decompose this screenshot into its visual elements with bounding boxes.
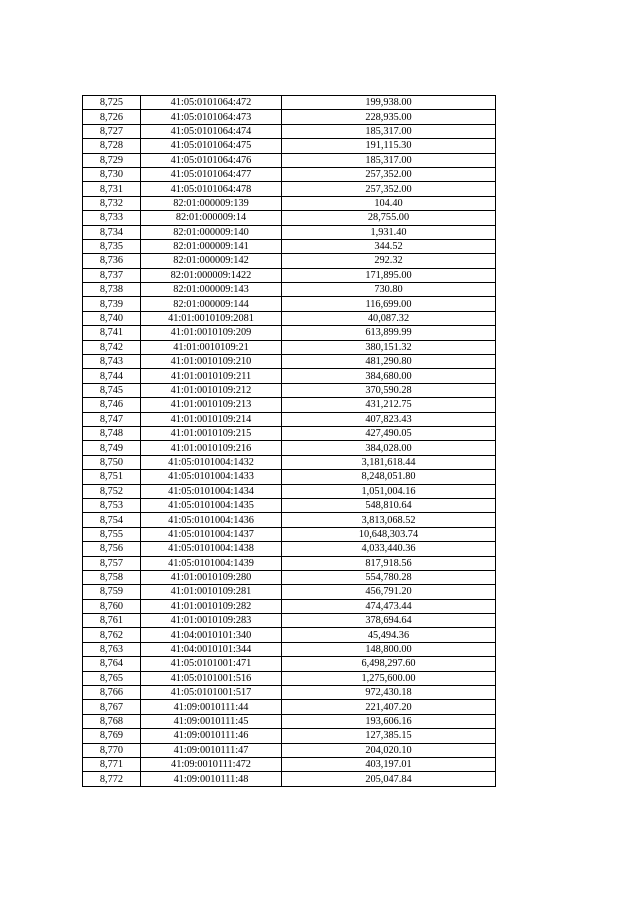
row-number-cell: 8,741	[83, 326, 141, 340]
row-number-cell: 8,740	[83, 311, 141, 325]
row-number-cell: 8,755	[83, 527, 141, 541]
row-number-cell: 8,761	[83, 614, 141, 628]
row-number-cell: 8,769	[83, 729, 141, 743]
amount-cell: 427,490.05	[282, 426, 496, 440]
cadastral-number-cell: 82:01:000009:140	[141, 225, 282, 239]
cadastral-number-cell: 41:05:0101001:517	[141, 686, 282, 700]
row-number-cell: 8,734	[83, 225, 141, 239]
amount-cell: 3,181,618.44	[282, 455, 496, 469]
table-row	[83, 570, 496, 584]
row-number-cell: 8,772	[83, 772, 141, 786]
cadastral-number-cell: 41:05:0101004:1432	[141, 455, 282, 469]
row-number-cell: 8,753	[83, 498, 141, 512]
row-number-cell: 8,757	[83, 556, 141, 570]
cadastral-number-cell: 41:01:0010109:210	[141, 355, 282, 369]
cadastral-number-cell: 41:09:0010111:472	[141, 757, 282, 771]
amount-cell: 344.52	[282, 239, 496, 253]
table-row	[83, 484, 496, 498]
cadastral-number-cell: 41:05:0101004:1436	[141, 513, 282, 527]
amount-cell: 456,791.20	[282, 585, 496, 599]
amount-cell: 407,823.43	[282, 412, 496, 426]
cadastral-number-cell: 41:01:0010109:216	[141, 441, 282, 455]
amount-cell: 185,317.00	[282, 124, 496, 138]
row-number-cell: 8,727	[83, 124, 141, 138]
row-number-cell: 8,745	[83, 383, 141, 397]
amount-cell: 104.40	[282, 196, 496, 210]
amount-cell: 431,212.75	[282, 398, 496, 412]
table-row	[83, 211, 496, 225]
amount-cell: 403,197.01	[282, 757, 496, 771]
table-row	[83, 225, 496, 239]
row-number-cell: 8,764	[83, 657, 141, 671]
cadastral-number-cell: 41:09:0010111:44	[141, 700, 282, 714]
cadastral-number-cell: 41:05:0101064:478	[141, 182, 282, 196]
row-number-cell: 8,763	[83, 642, 141, 656]
cadastral-number-cell: 41:01:0010109:21	[141, 340, 282, 354]
cadastral-number-cell: 41:05:0101004:1437	[141, 527, 282, 541]
cadastral-number-cell: 41:01:0010109:214	[141, 412, 282, 426]
cadastral-number-cell: 82:01:000009:14	[141, 211, 282, 225]
amount-cell: 1,275,600.00	[282, 671, 496, 685]
table-row	[83, 268, 496, 282]
row-number-cell: 8,751	[83, 470, 141, 484]
cadastral-number-cell: 41:05:0101064:473	[141, 110, 282, 124]
amount-cell: 730.80	[282, 283, 496, 297]
table-row	[83, 455, 496, 469]
amount-cell: 4,033,440.36	[282, 542, 496, 556]
table-row	[83, 628, 496, 642]
row-number-cell: 8,748	[83, 426, 141, 440]
row-number-cell: 8,739	[83, 297, 141, 311]
amount-cell: 148,800.00	[282, 642, 496, 656]
amount-cell: 228,935.00	[282, 110, 496, 124]
amount-cell: 116,699.00	[282, 297, 496, 311]
amount-cell: 221,407.20	[282, 700, 496, 714]
row-number-cell: 8,736	[83, 254, 141, 268]
cadastral-number-cell: 41:05:0101064:474	[141, 124, 282, 138]
table-row	[83, 326, 496, 340]
amount-cell: 171,895.00	[282, 268, 496, 282]
row-number-cell: 8,732	[83, 196, 141, 210]
amount-cell: 370,590.28	[282, 383, 496, 397]
cadastral-number-cell: 41:05:0101004:1433	[141, 470, 282, 484]
cadastral-number-cell: 41:04:0010101:344	[141, 642, 282, 656]
amount-cell: 6,498,297.60	[282, 657, 496, 671]
table-row	[83, 657, 496, 671]
cadastral-number-cell: 41:01:0010109:281	[141, 585, 282, 599]
row-number-cell: 8,750	[83, 455, 141, 469]
row-number-cell: 8,749	[83, 441, 141, 455]
cadastral-number-cell: 41:01:0010109:2081	[141, 311, 282, 325]
row-number-cell: 8,729	[83, 153, 141, 167]
row-number-cell: 8,770	[83, 743, 141, 757]
cadastral-number-cell: 41:05:0101001:471	[141, 657, 282, 671]
row-number-cell: 8,760	[83, 599, 141, 613]
table-row	[83, 239, 496, 253]
cadastral-number-cell: 41:05:0101004:1434	[141, 484, 282, 498]
amount-cell: 257,352.00	[282, 182, 496, 196]
amount-cell: 554,780.28	[282, 570, 496, 584]
table-row	[83, 254, 496, 268]
table-row	[83, 153, 496, 167]
cadastral-number-cell: 41:01:0010109:215	[141, 426, 282, 440]
table-row	[83, 757, 496, 771]
row-number-cell: 8,744	[83, 369, 141, 383]
row-number-cell: 8,758	[83, 570, 141, 584]
row-number-cell: 8,762	[83, 628, 141, 642]
cadastral-number-cell: 41:01:0010109:282	[141, 599, 282, 613]
table-row	[83, 542, 496, 556]
amount-cell: 204,020.10	[282, 743, 496, 757]
cadastral-number-cell: 41:05:0101064:476	[141, 153, 282, 167]
row-number-cell: 8,733	[83, 211, 141, 225]
row-number-cell: 8,737	[83, 268, 141, 282]
table-body	[83, 96, 496, 787]
table-row	[83, 441, 496, 455]
row-number-cell: 8,746	[83, 398, 141, 412]
cadastral-number-cell: 41:05:0101064:477	[141, 167, 282, 181]
amount-cell: 380,151.32	[282, 340, 496, 354]
row-number-cell: 8,767	[83, 700, 141, 714]
amount-cell: 1,931.40	[282, 225, 496, 239]
table-row	[83, 772, 496, 786]
cadastral-number-cell: 82:01:000009:1422	[141, 268, 282, 282]
table-row	[83, 714, 496, 728]
row-number-cell: 8,752	[83, 484, 141, 498]
table-row	[83, 671, 496, 685]
amount-cell: 292.32	[282, 254, 496, 268]
amount-cell: 972,430.18	[282, 686, 496, 700]
table-row	[83, 311, 496, 325]
table-row	[83, 470, 496, 484]
row-number-cell: 8,730	[83, 167, 141, 181]
cadastral-number-cell: 41:05:0101064:472	[141, 96, 282, 110]
amount-cell: 191,115.30	[282, 139, 496, 153]
row-number-cell: 8,731	[83, 182, 141, 196]
table-row	[83, 513, 496, 527]
amount-cell: 481,290.80	[282, 355, 496, 369]
table-row	[83, 412, 496, 426]
amount-cell: 384,028.00	[282, 441, 496, 455]
amount-cell: 613,899.99	[282, 326, 496, 340]
cadastral-number-cell: 41:05:0101004:1435	[141, 498, 282, 512]
table-row	[83, 383, 496, 397]
table-row	[83, 585, 496, 599]
cadastral-number-cell: 82:01:000009:141	[141, 239, 282, 253]
cadastral-number-cell: 41:01:0010109:211	[141, 369, 282, 383]
cadastral-number-cell: 41:05:0101004:1439	[141, 556, 282, 570]
amount-cell: 257,352.00	[282, 167, 496, 181]
amount-cell: 378,694.64	[282, 614, 496, 628]
table-row	[83, 398, 496, 412]
table-row	[83, 110, 496, 124]
table-row	[83, 700, 496, 714]
row-number-cell: 8,742	[83, 340, 141, 354]
table-row	[83, 297, 496, 311]
cadastral-number-cell: 41:05:0101004:1438	[141, 542, 282, 556]
table-row	[83, 498, 496, 512]
amount-cell: 548,810.64	[282, 498, 496, 512]
amount-cell: 193,606.16	[282, 714, 496, 728]
row-number-cell: 8,766	[83, 686, 141, 700]
amount-cell: 817,918.56	[282, 556, 496, 570]
amount-cell: 45,494.36	[282, 628, 496, 642]
amount-cell: 8,248,051.80	[282, 470, 496, 484]
row-number-cell: 8,743	[83, 355, 141, 369]
table-row	[83, 686, 496, 700]
amount-cell: 185,317.00	[282, 153, 496, 167]
cadastral-number-cell: 41:09:0010111:45	[141, 714, 282, 728]
table-row	[83, 196, 496, 210]
amount-cell: 205,047.84	[282, 772, 496, 786]
cadastral-number-cell: 41:09:0010111:48	[141, 772, 282, 786]
row-number-cell: 8,738	[83, 283, 141, 297]
cadastral-number-cell: 82:01:000009:143	[141, 283, 282, 297]
cadastral-number-cell: 41:04:0010101:340	[141, 628, 282, 642]
row-number-cell: 8,771	[83, 757, 141, 771]
row-number-cell: 8,756	[83, 542, 141, 556]
table-row	[83, 426, 496, 440]
row-number-cell: 8,754	[83, 513, 141, 527]
table-row	[83, 167, 496, 181]
table-row	[83, 614, 496, 628]
table-row	[83, 743, 496, 757]
table-row	[83, 124, 496, 138]
cadastral-number-cell: 41:01:0010109:280	[141, 570, 282, 584]
amount-cell: 127,385.15	[282, 729, 496, 743]
amount-cell: 384,680.00	[282, 369, 496, 383]
amount-cell: 3,813,068.52	[282, 513, 496, 527]
table-row	[83, 729, 496, 743]
table-row	[83, 369, 496, 383]
cadastral-number-cell: 41:01:0010109:212	[141, 383, 282, 397]
table-row	[83, 642, 496, 656]
table-row	[83, 340, 496, 354]
amount-cell: 10,648,303.74	[282, 527, 496, 541]
row-number-cell: 8,759	[83, 585, 141, 599]
cadastral-number-cell: 41:09:0010111:46	[141, 729, 282, 743]
amount-cell: 1,051,004.16	[282, 484, 496, 498]
cadastral-number-cell: 41:01:0010109:209	[141, 326, 282, 340]
amount-cell: 199,938.00	[282, 96, 496, 110]
cadastral-number-cell: 41:05:0101064:475	[141, 139, 282, 153]
table-row	[83, 556, 496, 570]
row-number-cell: 8,726	[83, 110, 141, 124]
cadastral-number-cell: 41:01:0010109:283	[141, 614, 282, 628]
row-number-cell: 8,735	[83, 239, 141, 253]
data-table	[82, 95, 496, 787]
cadastral-number-cell: 82:01:000009:144	[141, 297, 282, 311]
table-row	[83, 355, 496, 369]
table-row	[83, 139, 496, 153]
table-row	[83, 283, 496, 297]
table-row	[83, 527, 496, 541]
cadastral-number-cell: 41:09:0010111:47	[141, 743, 282, 757]
cadastral-number-cell: 82:01:000009:139	[141, 196, 282, 210]
table-row	[83, 599, 496, 613]
cadastral-number-cell: 41:05:0101001:516	[141, 671, 282, 685]
table-row	[83, 96, 496, 110]
table-row	[83, 182, 496, 196]
cadastral-number-cell: 41:01:0010109:213	[141, 398, 282, 412]
row-number-cell: 8,768	[83, 714, 141, 728]
row-number-cell: 8,725	[83, 96, 141, 110]
row-number-cell: 8,728	[83, 139, 141, 153]
amount-cell: 40,087.32	[282, 311, 496, 325]
row-number-cell: 8,765	[83, 671, 141, 685]
document-page	[82, 95, 496, 787]
amount-cell: 28,755.00	[282, 211, 496, 225]
amount-cell: 474,473.44	[282, 599, 496, 613]
cadastral-number-cell: 82:01:000009:142	[141, 254, 282, 268]
row-number-cell: 8,747	[83, 412, 141, 426]
